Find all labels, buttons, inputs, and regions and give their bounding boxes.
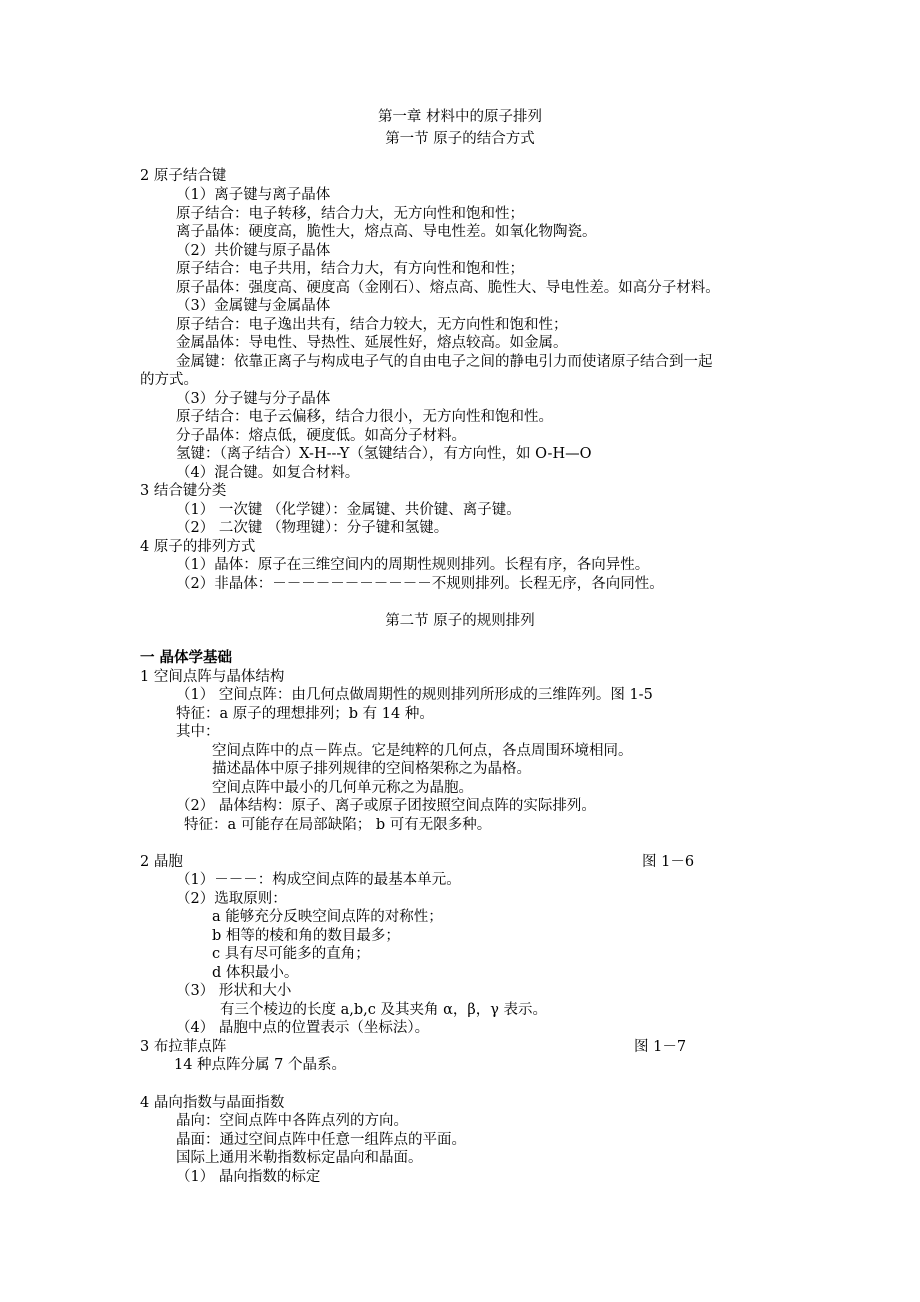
metallic-definition-1: 金属键：依靠正离子与构成电子气的自由电子之间的静电引力而使诸原子结合到一起 [176, 354, 713, 370]
miller-desc: 国际上通用米勒指数标定晶向和晶面。 [176, 1150, 423, 1166]
crystallography-heading: 一 晶体学基础 [140, 649, 233, 666]
figure-ref-1-6: 图 1－6 [642, 854, 695, 870]
unit-cell-item3: （3） 形状和大小 [176, 983, 292, 999]
hydrogen-bond: 氢键：（离子结合）X-H---Y（氢键结合），有方向性，如 O-H—O [176, 446, 592, 462]
lattice-grid-def: 描述晶体中原子排列规律的空间格架称之为晶格。 [212, 761, 531, 777]
metallic-crystal: 金属晶体：导电性、导热性、延展性好，熔点较高。如金属。 [176, 335, 568, 351]
section1-title: 第一节 原子的结合方式 [385, 131, 535, 147]
structure-features: 特征：a 可能存在局部缺陷； b 可有无限多种。 [184, 817, 492, 833]
ionic-combination: 原子结合：电子转移，结合力大，无方向性和饱和性； [176, 206, 524, 222]
rule-b: b 相等的棱和角的数目最多； [212, 928, 400, 944]
figure-ref-1-7: 图 1－7 [634, 1039, 687, 1055]
ionic-crystal: 离子晶体：硬度高，脆性大，熔点高、导电性差。如氧化物陶瓷。 [176, 224, 597, 240]
metallic-definition-2: 的方式。 [140, 372, 198, 388]
unit-cell-item2: （2）选取原则： [176, 891, 287, 907]
lattice-among: 其中： [176, 724, 220, 740]
molecular-combination: 原子结合：电子云偏移，结合力很小，无方向性和饱和性。 [176, 409, 553, 425]
classification-heading: 3 结合键分类 [140, 483, 227, 499]
bond-heading: 2 原子结合键 [140, 168, 227, 184]
covalent-crystal: 原子晶体：强度高、硬度高（金刚石）、熔点高、脆性大、导电性差。如高分子材料。 [176, 280, 720, 296]
metallic-combination: 原子结合：电子逸出共有，结合力较大，无方向性和饱和性； [176, 317, 568, 333]
bravais-heading: 3 布拉菲点阵 [140, 1039, 227, 1055]
unit-cell-item4: （4） 晶胞中点的位置表示（坐标法）。 [176, 1020, 430, 1036]
chapter-title: 第一章 材料中的原子排列 [377, 109, 543, 125]
molecular-heading: （3）分子键与分子晶体 [176, 391, 331, 407]
molecular-crystal: 分子晶体：熔点低，硬度低。如高分子材料。 [176, 428, 466, 444]
lattice-features: 特征：a 原子的理想排列；b 有 14 种。 [176, 706, 434, 722]
indices-heading: 4 晶向指数与晶面指数 [140, 1095, 285, 1111]
covalent-combination: 原子结合：电子共用，结合力大，有方向性和饱和性； [176, 261, 524, 277]
crystal-structure: （2） 晶体结构：原子、离子或原子团按照空间点阵的实际排列。 [176, 798, 596, 814]
secondary-bond: （2） 二次键 （物理键）：分子键和氢键。 [176, 520, 449, 536]
lattice-point-def: 空间点阵中的点－阵点。它是纯粹的几何点，各点周围环境相同。 [212, 743, 633, 759]
ionic-heading: （1）离子键与离子晶体 [176, 187, 331, 203]
rule-c: c 具有尽可能多的直角； [212, 946, 370, 962]
bravais-desc: 14 种点阵分属 7 个晶系。 [174, 1057, 347, 1073]
primary-bond: （1） 一次键 （化学键）：金属键、共价键、离子键。 [176, 502, 521, 518]
section2-title: 第二节 原子的规则排列 [385, 613, 535, 629]
rule-a: a 能够充分反映空间点阵的对称性； [212, 909, 443, 925]
shape-desc: 有三个棱边的长度 a,b,c 及其夹角 α，β，γ 表示。 [220, 1002, 548, 1018]
mixed-bond: （4）混合键。如复合材料。 [176, 465, 360, 481]
unit-cell-def: 空间点阵中最小的几何单元称之为晶胞。 [212, 780, 473, 796]
rule-d: d 体积最小。 [212, 965, 299, 981]
plane-def: 晶面：通过空间点阵中任意一组阵点的平面。 [176, 1132, 466, 1148]
unit-cell-item1: （1）－－－：构成空间点阵的最基本单元。 [176, 872, 461, 888]
unit-cell-heading: 2 晶胞 [140, 854, 183, 870]
direction-def: 晶向：空间点阵中各阵点列的方向。 [176, 1113, 408, 1129]
metallic-heading: （3）金属键与金属晶体 [176, 298, 331, 314]
arrangement-crystal: （1）晶体：原子在三维空间内的周期性规则排列。长程有序，各向异性。 [176, 557, 650, 573]
arrangement-amorphous: （2）非晶体：－－－－－－－－－－－不规则排列。长程无序，各向同性。 [176, 576, 664, 592]
lattice-heading: 1 空间点阵与晶体结构 [140, 669, 285, 685]
space-lattice: （1） 空间点阵：由几何点做周期性的规则排列所形成的三维阵列。图 1-5 [176, 687, 653, 703]
arrangement-heading: 4 原子的排列方式 [140, 539, 256, 555]
covalent-heading: （2）共价键与原子晶体 [176, 243, 331, 259]
indices-item1: （1） 晶向指数的标定 [176, 1169, 321, 1185]
